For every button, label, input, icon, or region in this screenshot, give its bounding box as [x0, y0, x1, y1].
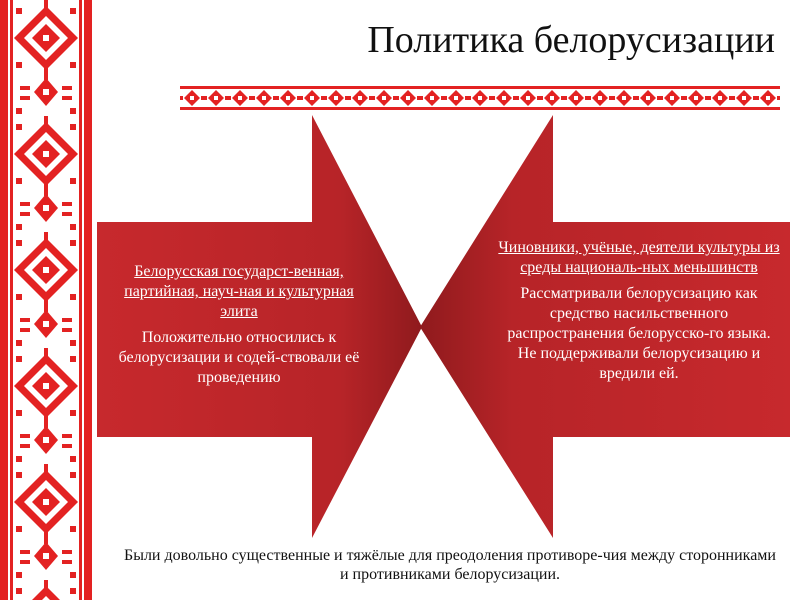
right-block-body: Рассматривали белорусизацию как средство насильственного распространения белорусско-го языка. Не поддерживали белорусизацию и вредили ей.	[507, 285, 771, 382]
left-arrow-text	[108, 262, 370, 388]
right-arrow-text	[498, 238, 780, 384]
left-block-heading: Белорусская государст-венная, партийная, науч-ная и культурная элита	[124, 263, 354, 320]
footer-note: Были довольно существенные и тяжёлые для преодоления противоре-чия между сторонниками и противниками белорусизации.	[124, 547, 776, 583]
left-block-body: Положительно относились к белорусизации и содей-ствовали её проведению	[118, 329, 360, 386]
right-block-heading: Чиновники, учёные, деятели культуры из среды националь-ных меньшинств	[498, 239, 780, 276]
page-title: Политика белорусизации	[367, 19, 775, 61]
